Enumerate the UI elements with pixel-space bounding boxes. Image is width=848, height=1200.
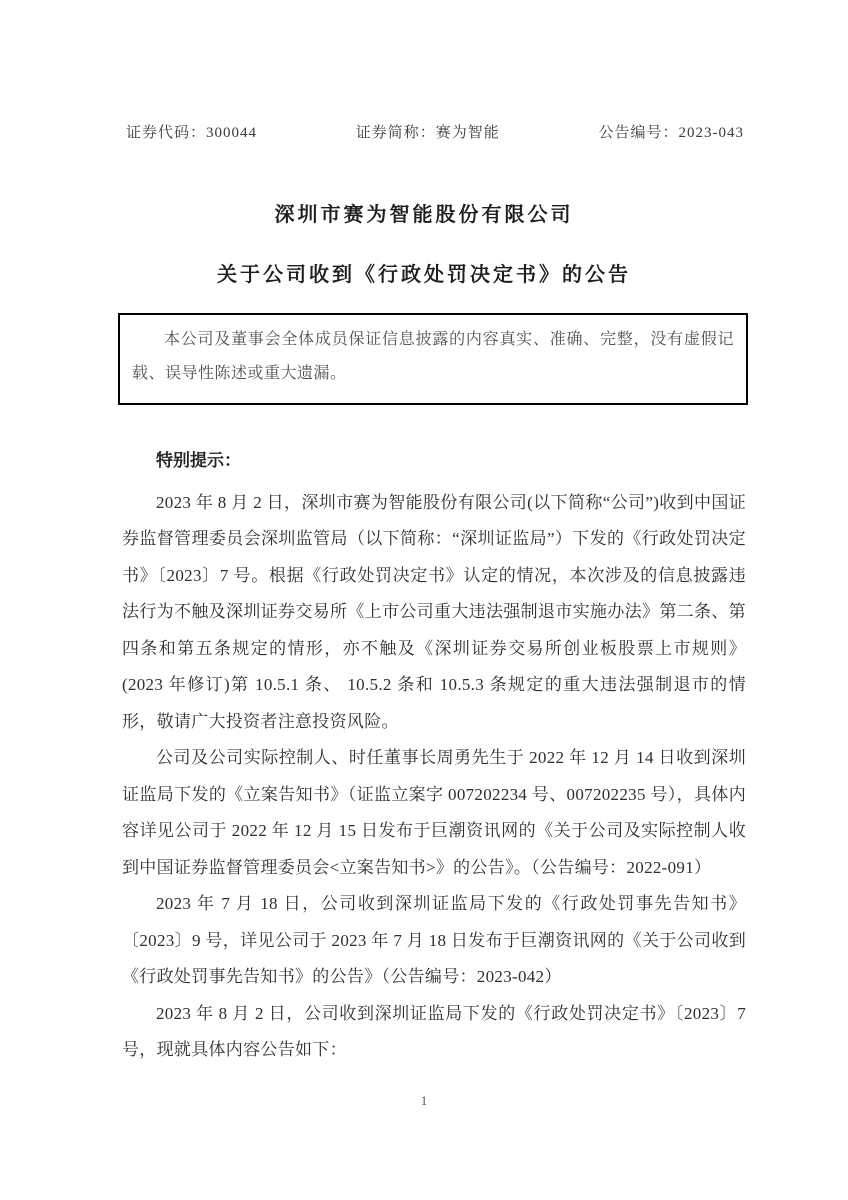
company-name-title: 深圳市赛为智能股份有限公司 <box>274 204 574 226</box>
disclaimer-box <box>118 313 748 405</box>
announcement-number: 公告编号：2023-043 <box>598 125 744 141</box>
announcement-title: 关于公司收到《行政处罚决定书》的公告 <box>217 264 631 286</box>
special-note-heading: 特别提示： <box>156 451 241 470</box>
stock-name: 证券简称：赛为智能 <box>355 125 500 141</box>
body-paragraph: 公司及公司实际控制人、时任董事长周勇先生于 2022 年 12 月 14 日收到深圳证监局下发的《立案告知书》（证监立案字 007202234 号、007202235 号），具体内容详见公司于 2022 年 12 月 15 日发布于巨潮资讯网的《关于公司及实际控制人收到中国证券监督管理委员会<立案告知书>》的公告》。（公告编号：2022-091） <box>122 748 746 877</box>
stock-code: 证券代码：300044 <box>126 125 258 141</box>
body-paragraph: 2023 年 8 月 2 日，深圳市赛为智能股份有限公司(以下简称“公司”)收到中国证券监督管理委员会深圳监管局（以下简称：“深圳证监局”）下发的《行政处罚决定书》〔2023〕7 号。根据《行政处罚决定书》认定的情况，本次涉及的信息披露违法行为不触及深圳证券交易所《上市公司重大违法强制退市实施办法》第二条、第四条和第五条规定的情形，亦不触及《深圳证券交易所创业板股票上市规则》(2023 年修订)第 10.5.1 条、 10.5.2 条和 10.5.3 条规定的重大违法强制退市的情形，敬请广大投资者注意投资风险。 <box>122 492 746 731</box>
document-body <box>122 443 746 1069</box>
body-paragraph: 2023 年 7 月 18 日，公司收到深圳证监局下发的《行政处罚事先告知书》〔2023〕9 号，详见公司于 2023 年 7 月 18 日发布于巨潮资讯网的《关于公司收到《行政处罚事先告知书》的公告》（公告编号：2023-042） <box>122 894 746 986</box>
document-header <box>126 121 744 142</box>
body-paragraph: 2023 年 8 月 2 日，公司收到深圳证监局下发的《行政处罚决定书》〔2023〕7 号，现就具体内容公告如下： <box>122 1003 746 1059</box>
disclaimer-text: 本公司及董事会全体成员保证信息披露的内容真实、准确、完整，没有虚假记载、误导性陈述或重大遗漏。 <box>132 331 734 382</box>
page-number: 1 <box>420 1093 428 1108</box>
